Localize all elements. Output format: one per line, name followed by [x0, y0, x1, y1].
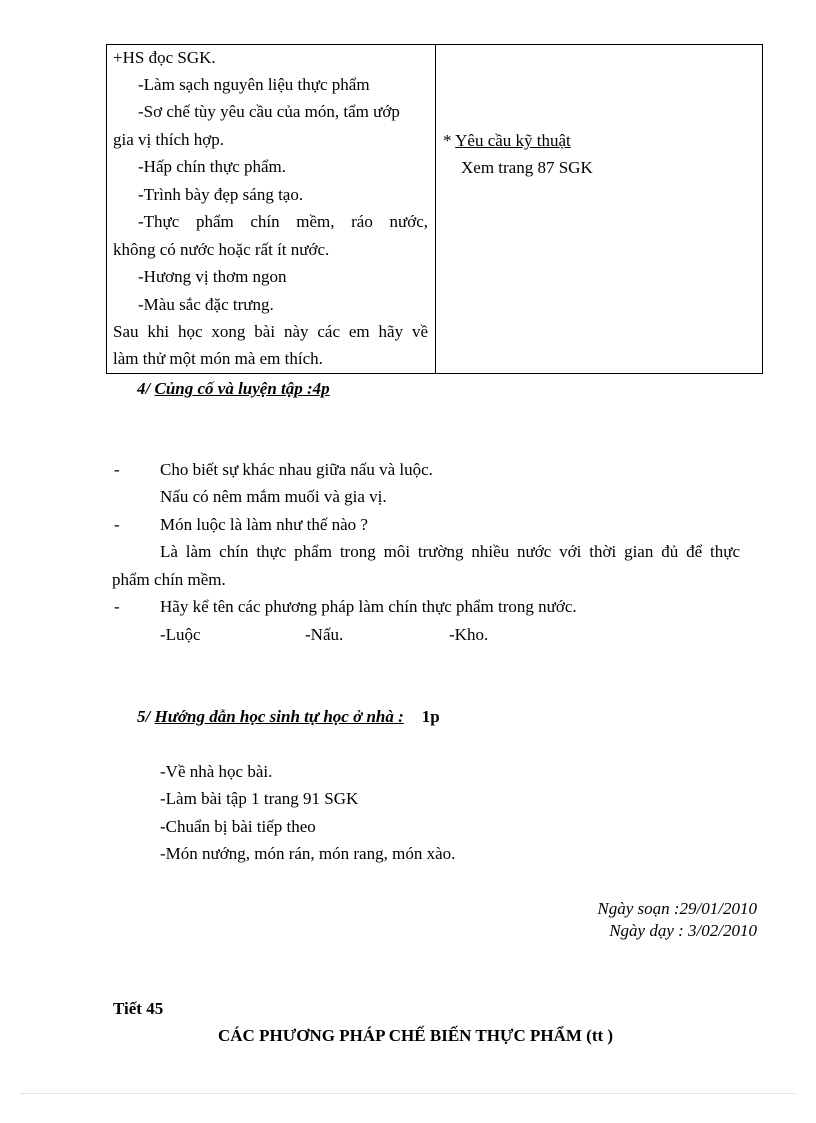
requirements-bullet: *	[443, 131, 456, 150]
lesson-table	[106, 44, 763, 374]
review-answer-1: Nấu có nêm mắm muối và gia vị.	[160, 487, 387, 506]
page-footer-rule	[20, 1093, 796, 1094]
method-boil: -Luộc	[160, 625, 201, 644]
homework-item: -Chuẩn bị bài tiếp theo	[160, 817, 316, 836]
table-left-line: -Thực phẩm chín mềm, ráo nước,	[138, 212, 428, 231]
method-braise: -Kho.	[449, 625, 489, 644]
technical-requirements	[443, 132, 571, 149]
table-left-line: gia vị thích hợp.	[113, 130, 224, 149]
homework-item: -Làm bài tập 1 trang 91 SGK	[160, 789, 359, 808]
table-left-line: -Hấp chín thực phẩm.	[138, 157, 287, 176]
table-left-line: -Màu sắc đặc trưng.	[138, 295, 274, 314]
review-question-1: Cho biết sự khác nhau giữa nấu và luộc.	[160, 460, 433, 479]
date-taught: Ngày dạy : 3/02/2010	[609, 921, 757, 940]
homework-item: -Món nướng, món rán, món rang, món xào.	[160, 844, 456, 863]
date-prepared: Ngày soạn :29/01/2010	[597, 899, 757, 918]
section-5-time: 1p	[421, 707, 440, 726]
review-question-3: Hãy kể tên các phương pháp làm chín thực phẩm trong nước.	[160, 597, 577, 616]
table-left-line: -Hương vị thơm ngon	[138, 267, 287, 286]
table-left-line: -Sơ chế tùy yêu cầu của món, tẩm ướp	[138, 102, 400, 121]
review-answer-2-line-2: phẩm chín mềm.	[112, 570, 226, 589]
bullet-dash: -	[114, 460, 120, 479]
bullet-dash: -	[114, 515, 120, 534]
section-5-number: 5/	[137, 707, 155, 726]
requirements-heading: Yêu cầu kỹ thuật	[455, 131, 571, 150]
lesson-period: Tiết 45	[113, 999, 164, 1018]
homework-item: -Về nhà học bài.	[160, 762, 273, 781]
section-5-title: Hướng dẫn học sinh tự học ở nhà :	[154, 707, 404, 726]
section-5-heading	[137, 708, 440, 725]
table-left-line: -Làm sạch nguyên liệu thực phẩm	[138, 75, 370, 94]
table-left-line: +HS đọc SGK.	[113, 48, 216, 67]
section-4-number: 4/	[137, 379, 155, 398]
table-left-line: Sau khi học xong bài này các em hãy về	[113, 322, 428, 341]
method-cook: -Nấu.	[305, 625, 344, 644]
table-left-line: làm thử một món mà em thích.	[113, 349, 323, 368]
review-answer-2-line-1: Là làm chín thực phẩm trong môi trường nhiều nước với thời gian đủ để thực	[160, 542, 740, 561]
section-4-title: Củng cố và luyện tập :4p	[154, 379, 330, 398]
review-question-2: Món luộc là làm như thế nào ?	[160, 515, 368, 534]
table-left-line: -Trình bày đẹp sáng tạo.	[138, 185, 304, 204]
lesson-title: CÁC PHƯƠNG PHÁP CHẾ BIẾN THỰC PHẨM (tt )	[218, 1026, 614, 1045]
table-left-line: không có nước hoặc rất ít nước.	[113, 240, 330, 259]
requirements-reference: Xem trang 87 SGK	[461, 158, 593, 177]
bullet-dash: -	[114, 597, 120, 616]
section-4-heading	[137, 380, 330, 397]
table-column-divider	[435, 45, 436, 373]
